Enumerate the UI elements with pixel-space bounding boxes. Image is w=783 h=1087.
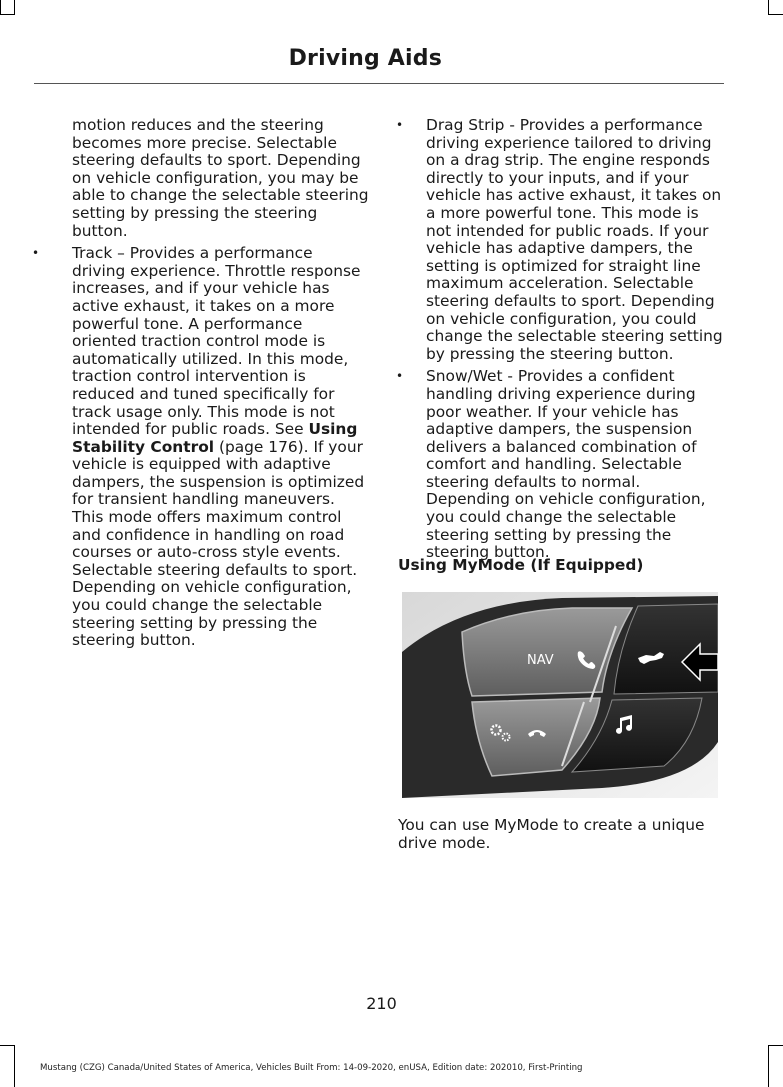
- snow-wet-text: Snow/Wet - Provides a confident handling driving experience during poor weather. If your vehicle has adaptive dampers, the suspension delivers a balanced combination of comfort and handling. Selectable steering defaults to normal. Depending on vehicle configuration, you could change the selectable steering setting by pressing the steering button.: [426, 367, 706, 562]
- track-text-1: Track – Provides a performance driving experience. Throttle response increases, and if your vehicle has active exhaust, it takes on a more powerful tone. A performance oriented traction control mode is automatically utilized. In this mode, traction control intervention is reduced and tuned specifically for track usage only. This mode is not intended for public roads. See: [72, 244, 361, 439]
- list-item-track: [32, 244, 370, 650]
- crop-mark: [0, 0, 1, 14]
- crop-mark: [14, 1045, 15, 1087]
- figure-caption: You can use MyMode to create a unique drive mode.: [398, 816, 705, 852]
- footer-text: Mustang (CZG) Canada/United States of America, Vehicles Built From: 14-09-2020, enUSA, Edition date: 202010, First-Printing: [40, 1063, 583, 1073]
- right-column: [396, 116, 726, 567]
- list-item-drag-strip: [396, 116, 726, 363]
- crop-mark: [0, 1045, 15, 1046]
- header-rule: [34, 83, 724, 84]
- drag-strip-text: Drag Strip - Provides a performance driving experience tailored to driving on a drag strip. The engine responds directly to your inputs, and if your vehicle has active exhaust, it takes on a more powerful tone. This mode is not intended for public roads. If your vehicle has adaptive dampers, the setting is optimized for straight line maximum acceleration. Selectable steering defaults to sport. Depending on vehicle configuration, you could change the selectable steering setting by pressing the steering button.: [426, 116, 723, 363]
- page-number: [0, 994, 783, 1013]
- bullet: •: [396, 369, 404, 384]
- crop-mark: [0, 14, 14, 15]
- figure-svg: [402, 592, 718, 798]
- nav-label: NAV: [527, 653, 554, 668]
- continuation-paragraph: motion reduces and the steering becomes more precise. Selectable steering defaults to sport. Depending on vehicle configuration, you may be able to change the selectable steering setting by pressing the steering button.: [72, 116, 369, 240]
- steering-wheel-switch-figure: [402, 592, 718, 798]
- page-title-text: Driving Aids: [288, 46, 442, 71]
- bullet: •: [32, 246, 40, 261]
- crop-mark: [768, 14, 783, 15]
- crop-mark: [14, 0, 15, 15]
- crop-mark: [768, 1045, 783, 1046]
- crop-mark: [768, 1045, 769, 1087]
- track-text-2: (page 176). If your vehicle is equipped with adaptive dampers, the suspension is optimized for transient handling maneuvers. This mode offers maximum control and confidence in handling on road courses or auto-cross style events. Selectable steering defaults to sport. Depending on vehicle configuration, you could change the selectable steering setting by pressing the steering button.: [72, 437, 365, 650]
- xref-using-stability-control[interactable]: Using Stability Control: [72, 420, 358, 456]
- left-column: [32, 116, 370, 655]
- list-item-snow-wet: [396, 367, 726, 562]
- bullet: •: [396, 118, 404, 132]
- section-heading: Using MyMode (If Equipped): [398, 556, 644, 574]
- page-number-text: 210: [366, 994, 397, 1013]
- crop-mark: [768, 0, 769, 15]
